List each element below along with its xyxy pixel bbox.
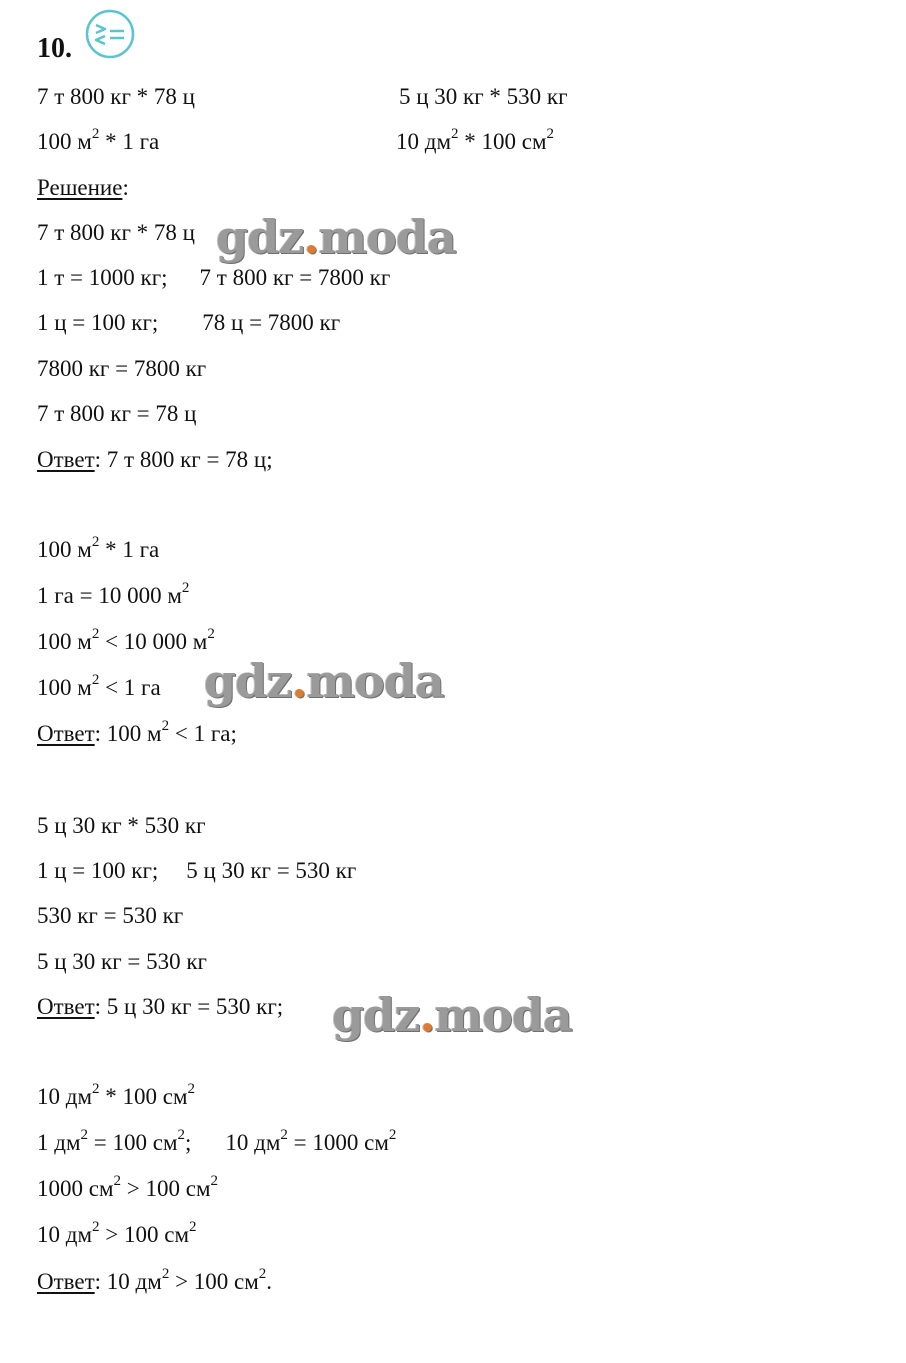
problem-2-left: 100 $м^2 * 1$ га [37,126,160,154]
b2-line-2: 1 га = 10 000 $м^2$ [37,580,190,608]
b3-line-4: 5 ц 30 кг = 530 кг [37,949,207,974]
solution-heading: Решение: [37,175,129,200]
watermark-logo: gdz.moda [332,988,572,1042]
b1-line-1: 7 т 800 кг * 78 ц [37,220,195,245]
b1-line-4: 7800 кг = 7800 кг [37,356,207,381]
b4-answer: Ответ: 10 $дм^2 > 100$ $см^2$. [37,1266,273,1294]
b1-line-5: 7 т 800 кг = 78 ц [37,401,197,426]
b4-line-1: 10 $дм^2 * 100$ $см^2$ [37,1081,196,1109]
b1-answer: Ответ: 7 т 800 кг = 78 ц; [37,447,273,472]
b2-line-4: 100 $м^2 < 1$ га [37,672,161,700]
b3-line-3: 530 кг = 530 кг [37,903,184,928]
b4-line-3: 1000 $см^2 > 100$ $см^2$ [37,1173,218,1201]
problem-1-right: 5 ц 30 кг * 530 кг [399,84,568,109]
b1-line-2: 1 т = 1000 кг; 7 т 800 кг = 7800 кг [37,265,391,290]
watermark-logo: gdz.moda [216,210,456,264]
b2-line-3: 100 $м^2 < 10$ 000 $м^2$ [37,626,215,654]
b2-answer: Ответ: 100 $м^2 < 1$ га; [37,718,237,746]
b3-answer: Ответ: 5 ц 30 кг = 530 кг; [37,994,284,1019]
b4-line-4: 10 $дм^2 > 100$ $см^2$ [37,1219,197,1247]
b1-line-3: 1 ц = 100 кг; 78 ц = 7800 кг [37,310,341,335]
problem-2-right: 10 $дм^2 * 100$ $см^2$ [396,126,555,154]
compare-signs-icon [84,8,136,60]
problem-1-left: 7 т 800 кг * 78 ц [37,84,195,109]
b3-line-1: 5 ц 30 кг * 530 кг [37,813,206,838]
b2-line-1: 100 $м^2 * 1$ га [37,534,160,562]
task-number: 10. [37,33,72,64]
b3-line-2: 1 ц = 100 кг; 5 ц 30 кг = 530 кг [37,858,357,883]
watermark-logo: gdz.moda [204,654,444,708]
b4-line-2: 1 $дм^2 = 100$ $см^2$; 10 $дм^2 = 1000$ $см^2$ [37,1127,397,1155]
